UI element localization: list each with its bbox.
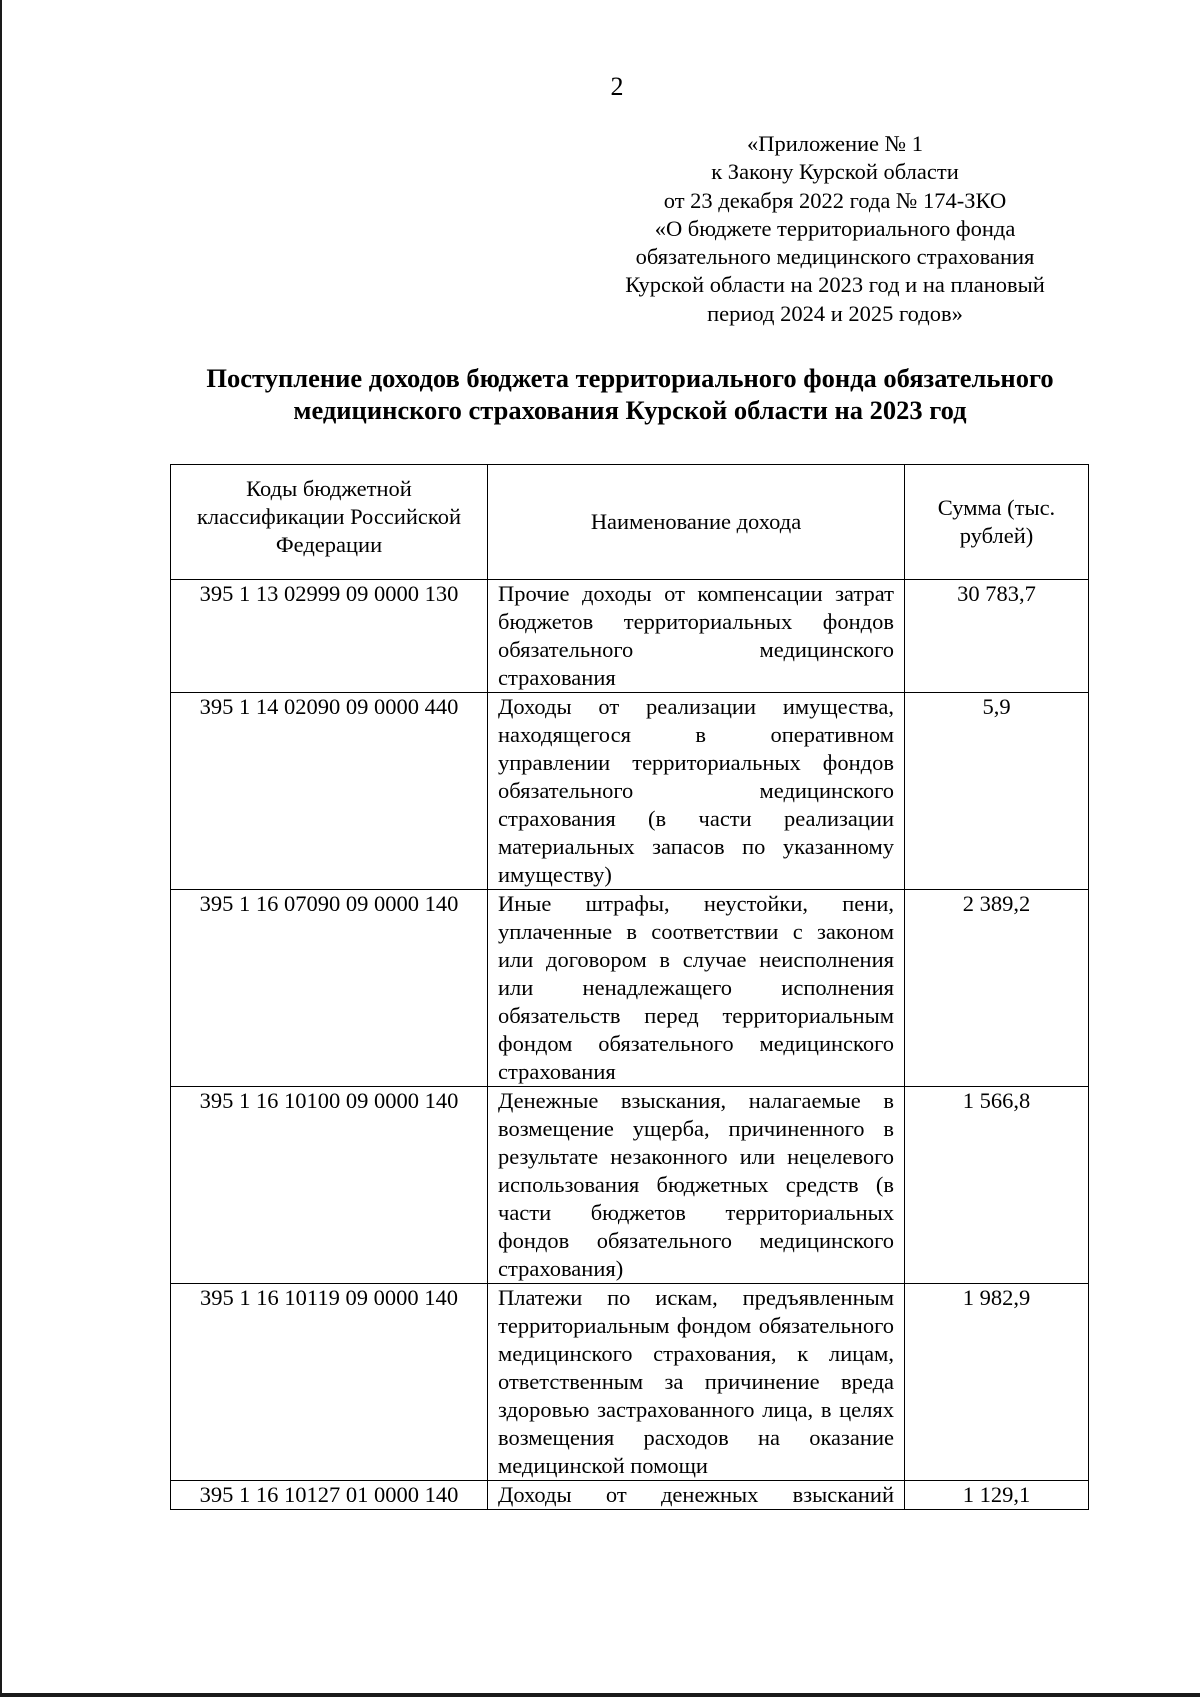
row-code: 395 1 16 10119 09 0000 140 — [171, 1284, 488, 1481]
table-header-row — [171, 465, 1089, 580]
page-number: 2 — [610, 72, 624, 101]
row-name: Денежные взыскания, налагаемые в возмещение ущерба, причиненного в результате незаконного или нецелевого использования бюджетных средств (в части бюджетов территориальных фондов обязательного медицинского страхования) — [488, 1087, 905, 1284]
table-row — [171, 890, 1089, 1087]
document-title — [140, 362, 1120, 426]
row-code: 395 1 14 02090 09 0000 440 — [171, 693, 488, 890]
table-row — [171, 1087, 1089, 1284]
row-code: 395 1 16 07090 09 0000 140 — [171, 890, 488, 1087]
appendix-line: к Закону Курской области — [711, 159, 959, 185]
row-sum: 2 389,2 — [905, 890, 1089, 1087]
row-code: 395 1 13 02999 09 0000 130 — [171, 580, 488, 693]
appendix-line: «Приложение № 1 — [747, 131, 923, 156]
row-name: Доходы от денежных взысканий — [488, 1481, 905, 1510]
document-title-line: медицинского страхования Курской области на 2023 год — [293, 395, 967, 425]
appendix-line: «О бюджете территориального фонда — [654, 215, 1016, 241]
table-row — [171, 580, 1089, 693]
header-name: Наименование дохода — [488, 465, 905, 580]
table-row — [171, 1284, 1089, 1481]
appendix-line: Курской области на 2023 год и на плановый — [625, 272, 1045, 298]
appendix-reference — [600, 130, 1070, 328]
scan-edge-left — [0, 0, 2, 1697]
header-code: Коды бюджетной классификации Российской Федерации — [171, 465, 488, 580]
row-sum: 1 566,8 — [905, 1087, 1089, 1284]
scan-edge-bottom — [0, 1693, 1200, 1697]
appendix-line: от 23 декабря 2022 года № 174-ЗКО — [663, 187, 1007, 213]
income-table — [170, 464, 1089, 1510]
table-row — [171, 693, 1089, 890]
row-code: 395 1 16 10100 09 0000 140 — [171, 1087, 488, 1284]
row-sum: 1 129,1 — [905, 1481, 1089, 1510]
row-sum: 5,9 — [905, 693, 1089, 890]
row-name: Иные штрафы, неустойки, пени, уплаченные в соответствии с законом или договором в случае неисполнения или ненадлежащего исполнения обязательств перед территориальным фондом обязательного медицинского страхования — [488, 890, 905, 1087]
row-sum: 30 783,7 — [905, 580, 1089, 693]
row-sum: 1 982,9 — [905, 1284, 1089, 1481]
row-name: Платежи по искам, предъявленным территориальным фондом обязательного медицинского страхования, к лицам, ответственным за причинение вреда здоровью застрахованного лица, в целях возмещения расходов на оказание медицинской помощи — [488, 1284, 905, 1481]
table-row — [171, 1481, 1089, 1510]
document-title-line: Поступление доходов бюджета территориального фонда обязательного — [206, 363, 1054, 393]
row-code: 395 1 16 10127 01 0000 140 — [171, 1481, 488, 1510]
row-name: Доходы от реализации имущества, находящегося в оперативном управлении территориальных фондов обязательного медицинского страхования (в части реализации материальных запасов по указанному имуществу) — [488, 693, 905, 890]
header-sum: Сумма (тыс. рублей) — [905, 465, 1089, 580]
row-name: Прочие доходы от компенсации затрат бюджетов территориальных фондов обязательного медицинского страхования — [488, 580, 905, 693]
appendix-line: обязательного медицинского страхования — [635, 244, 1035, 270]
appendix-line: период 2024 и 2025 годов» — [707, 300, 963, 326]
